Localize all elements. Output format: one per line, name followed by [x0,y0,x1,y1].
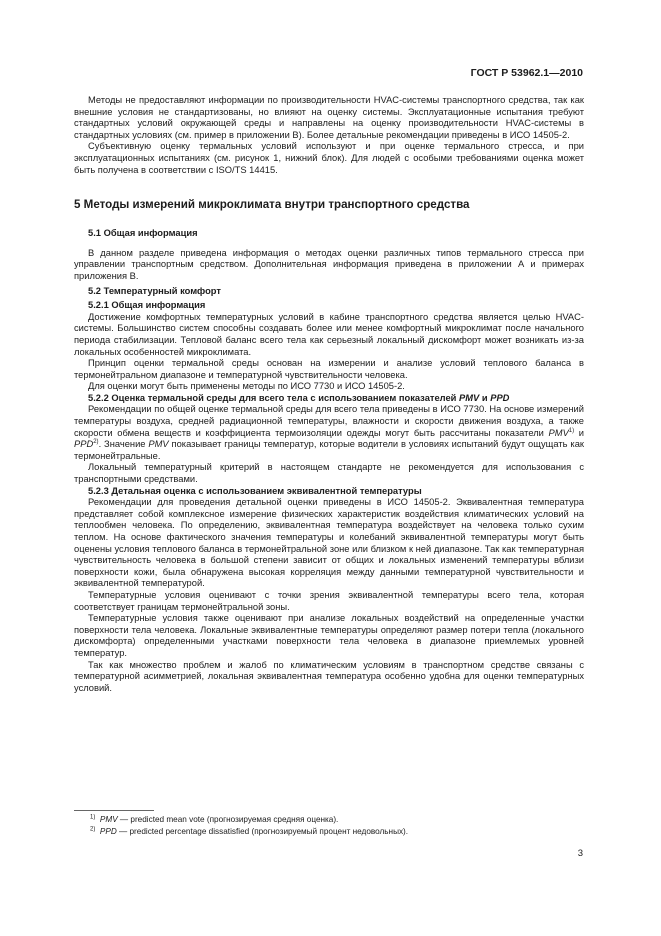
document-header: ГОСТ Р 53962.1—2010 [470,67,583,79]
section-5-2-1-title: 5.2.1 Общая информация [88,300,206,311]
paragraph-5-2-3-d: Так как множество проблем и жалоб по климатическим условиям в транспортном средстве связаны с температурной асимметрией, локальная эквивалентная температура особенно удобна для оценки температурных условий. [74,659,584,693]
section-5-1-title: 5.1 Общая информация [88,228,198,239]
footnote-2: $^{2)}$ PPD — predicted percentage dissatisfied (прогнозируемый процент недовольных). [90,826,409,836]
paragraph-5-2-3-a: Рекомендации для проведения детальной оценки приведены в ИСО 14505-2. Эквивалентная температура представляет собой комплексное измерение физических характеристик воздействия климатических условий на теплообмен человека. По определению, эквивалентная температура воздействует на человека только сухим теплом. На основе фактического значения температуры и колебаний эквивалентной температуры могут быть оценены условия теплового баланса в термонейтральной зоне или близком к ней диапазоне. Так как температурная чувствительность человека в большой степени зависит от общих и локальных изменений температуры вблизи поверхности кожи, была обнаружена высокая корреляция между данными температурной чувствительности и эквивалентной температурой. [74,497,584,589]
footnote-separator [74,810,154,811]
paragraph-5-2-1-b: Принцип оценки термальной среды основан на измерении и анализе условий теплового баланса в термонейтральном диапазоне и температурной чувствительности человека. [74,358,584,380]
paragraph-5-2-3-c: Температурные условия также оценивают при анализе локальных воздействий на определенные участки поверхности тела человека. Локальные эквивалентные температуры определяют размер потери тепла (локального дискомфорта) определенными участками поверхности тела человека в диапазоне приемлемых уровней температур. [74,613,584,658]
paragraph-5-2-1-a: Достижение комфортных температурных условий в кабине транспортного средства является целью HVAC-системы. Большинство систем способны создавать более или менее комфортный микроклимат после начального периода стабилизации. Тепловой баланс всего тела как серьезный локальный дискомфорт может возникать из-за локальных особенностей микроклимата. [74,311,584,357]
footnotes [74,814,584,838]
section-5-2-2-title: 5.2.2 Оценка термальной среды для всего тела с использованием показателей PMV и PPD [88,392,510,403]
paragraph-hvac-performance: Методы не предоставляют информации по производительности HVAC-системы транспортного средства, так как внешние условия не стандартизованы, но влияют на оценку системы. Эксплуатационные испытания требуют стандартных условий окружающей среды и направлены на оценку производительности HVAC-системы в стандартных условиях (см. пример в приложении В). Более детальные рекомендации приведены в ИСО 14505-2. [74,95,584,140]
paragraph-5-2-3-b: Температурные условия оценивают с точки зрения эквивалентной температуры всего тела, которая соответствует границам термонейтральной зоны. [74,589,584,612]
section-5-title: 5 Методы измерений микроклимата внутри транспортного средства [74,198,470,212]
page-body [74,95,584,694]
paragraph-5-2-2-b: Локальный температурный критерий в настоящем стандарте не рекомендуется для использования с транспортными средствами. [74,462,584,485]
section-5-2-title: 5.2 Температурный комфорт [88,285,221,296]
section-5-2-3-title: 5.2.3 Детальная оценка с использованием эквивалентной температуры [88,485,422,496]
page-number: 3 [577,848,583,859]
paragraph-subjective-assessment: Субъективную оценку термальных условий используют и при оценке термального стресса, и при эксплуатационных испытаниях (см. рисунок 1, нижний блок). Для людей с особыми требованиями оценка может быть получена в соответствии с ISO/TS 14415. [74,141,584,175]
paragraph-5-2-1-c: Для оценки могут быть применены методы по ИСО 7730 и ИСО 14505-2. [88,381,405,392]
paragraph-5-2-2-a: Рекомендации по общей оценке термальной среды для всего тела приведены в ИСО 7730. На основе измерений температуры воздуха, средней радиационной температуры, влажности и скорости движения воздуха, а также скорости обмена веществ и коэффициента термоизоляции одежды могут быть рассчитаны показатели PMV$^{1)}$ и PPD$^{2)}$. Значение PMV показывает границы температур, которые водители в условиях испытаний будут ощущать как термонейтральные. [74,404,584,461]
footnote-1: $^{1)}$ PMV — predicted mean vote (прогнозируемая средняя оценка). [90,814,339,824]
paragraph-5-1: В данном разделе приведена информация о методах оценки различных типов термального стресса при управлении транспортным средством. Дополнительная информация приведена в приложении А и примерах приложения В. [74,247,584,281]
